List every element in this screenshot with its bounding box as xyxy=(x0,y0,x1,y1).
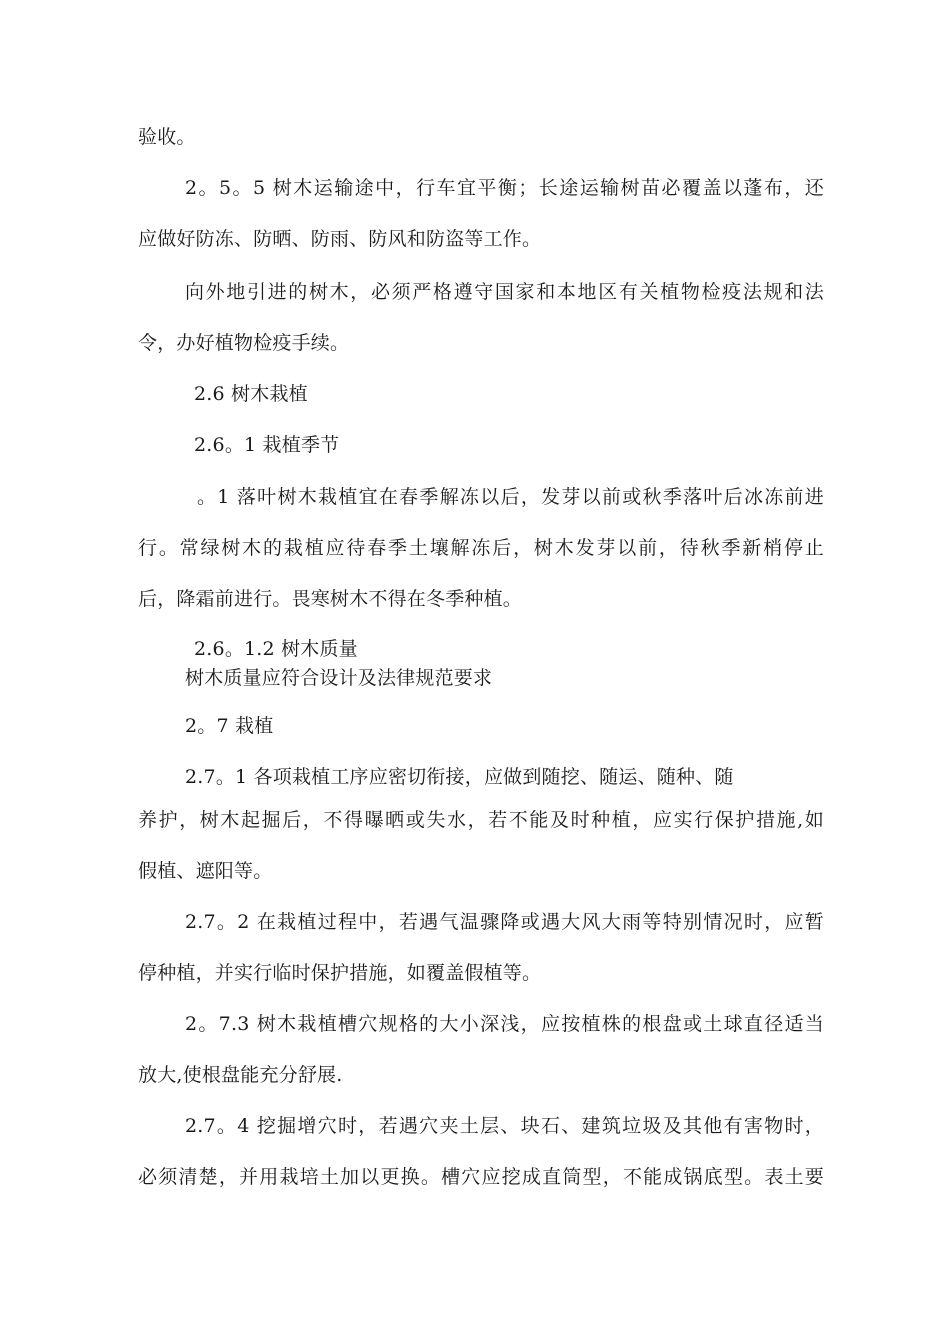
text-line: 2.7。4 挖掘增穴时，若遇穴夹土层、块石、建筑垃圾及其他有害物时， xyxy=(185,1115,824,1137)
text-line: 2.7。1 各项栽植工序应密切衔接，应做到随挖、随运、随种、随 xyxy=(185,766,734,788)
text-line: 停种植，并实行临时保护措施，如覆盖假植等。 xyxy=(138,962,542,984)
text-line: 放大,使根盘能充分舒展. xyxy=(138,1064,343,1086)
text-line: 应做好防冻、防晒、防雨、防风和防盗等工作。 xyxy=(138,228,542,250)
text-line: 必须清楚，并用栽培土加以更换。槽穴应挖成直筒型，不能成锅底型。表土要 xyxy=(138,1166,824,1188)
section-heading: 2。7 栽植 xyxy=(185,715,274,737)
text-line: 2。7.3 树木栽植槽穴规格的大小深浅，应按植株的根盘或土球直径适当 xyxy=(185,1013,824,1035)
text-line: 行。常绿树木的栽植应待春季土壤解冻后，树木发芽以前，待秋季新梢停止 xyxy=(138,537,824,559)
section-heading: 2.6。1.2 树木质量 xyxy=(194,638,358,660)
text-line: 令，办好植物检疫手续。 xyxy=(138,332,350,354)
section-heading: 2.6。1 栽植季节 xyxy=(194,434,340,456)
section-heading: 2.6 树木栽植 xyxy=(194,383,308,405)
text-line: 2。5。5 树木运输途中，行车宜平衡；长途运输树苗必覆盖以蓬布，还 xyxy=(185,177,824,199)
text-line: 假植、遮阳等。 xyxy=(138,860,273,882)
text-line: 验收。 xyxy=(138,126,196,148)
text-line: 向外地引进的树木，必须严格遵守国家和本地区有关植物检疫法规和法 xyxy=(185,281,824,303)
text-line: 养护，树木起掘后，不得曝晒或失水，若不能及时种植，应实行保护措施,如 xyxy=(138,809,824,831)
text-line: 。1 落叶树木栽植宜在春季解冻以后，发芽以前或秋季落叶后冰冻前进 xyxy=(197,486,824,508)
text-line: 后，降霜前进行。畏寒树木不得在冬季种植。 xyxy=(138,588,523,610)
text-line: 树木质量应符合设计及法律规范要求 xyxy=(185,667,493,689)
text-line: 2.7。2 在栽植过程中，若遇气温骤降或遇大风大雨等特别情况时，应暂 xyxy=(185,911,824,933)
